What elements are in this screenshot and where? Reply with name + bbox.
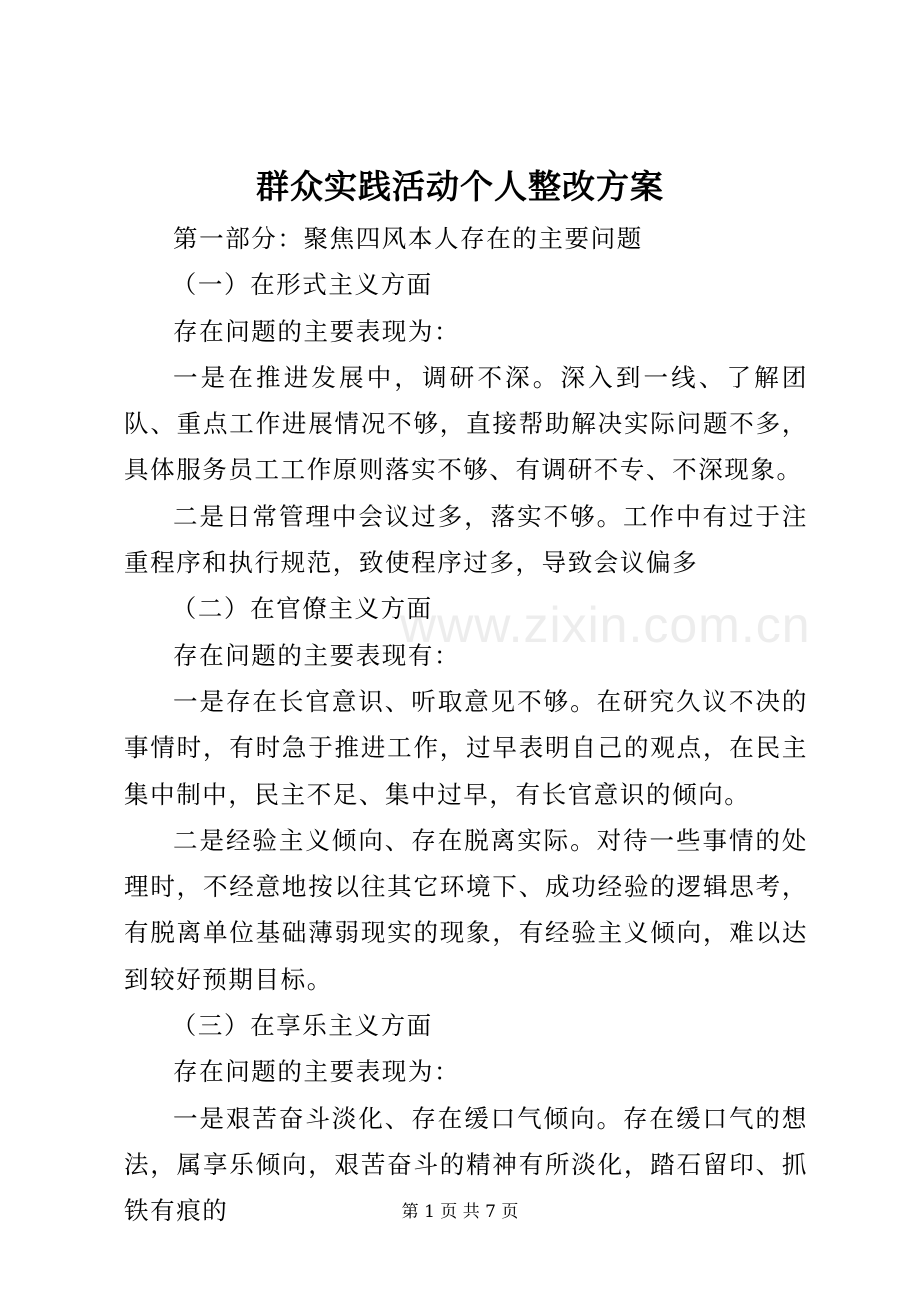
section-heading: 第一部分：聚焦四风本人存在的主要问题 xyxy=(173,224,643,253)
subsection-heading: （二）在官僚主义方面 xyxy=(171,594,433,624)
paragraph: 一是艰苦奋斗淡化、存在缓口气倾向。存在缓口气的想法，属享乐倾向，艰苦奋斗的精神有所淡化，踏石留印、抓铁有痕的 xyxy=(124,1103,808,1226)
paragraph: 二是经验主义倾向、存在脱离实际。对待一些事情的处理时，不经意地按以往其它环境下、成功经验的逻辑思考，有脱离单位基础薄弱现实的现象，有经验主义倾向，难以达到较好预期目标。 xyxy=(124,825,808,994)
paragraph: 存在问题的主要表现有： xyxy=(173,640,461,670)
document-body xyxy=(124,216,808,1235)
document-title: 群众实践活动个人整改方案 xyxy=(256,167,664,206)
paragraph: 二是日常管理中会议过多，落实不够。工作中有过于注重程序和执行规范，致使程序过多，导致会议偏多 xyxy=(124,501,808,578)
paragraph: 一是存在长官意识、听取意见不够。在研究久议不决的事情时，有时急于推进工作，过早表明自己的观点，在民主集中制中，民主不足、集中过早，有长官意识的倾向。 xyxy=(124,686,808,809)
paragraph: 存在问题的主要表现为： xyxy=(173,316,461,346)
page-footer: 第 1 页 共 7 页 xyxy=(401,1202,519,1222)
paragraph: 一是在推进发展中，调研不深。深入到一线、了解团队、重点工作进展情况不够，直接帮助解决实际问题不多，具体服务员工工作原则落实不够、有调研不专、不深现象。 xyxy=(124,362,808,485)
subsection-heading: （一）在形式主义方面 xyxy=(171,270,433,300)
watermark: www.zixin.com.cn xyxy=(400,597,811,653)
paragraph: 存在问题的主要表现为： xyxy=(173,1057,461,1087)
subsection-heading: （三）在享乐主义方面 xyxy=(171,1011,433,1041)
